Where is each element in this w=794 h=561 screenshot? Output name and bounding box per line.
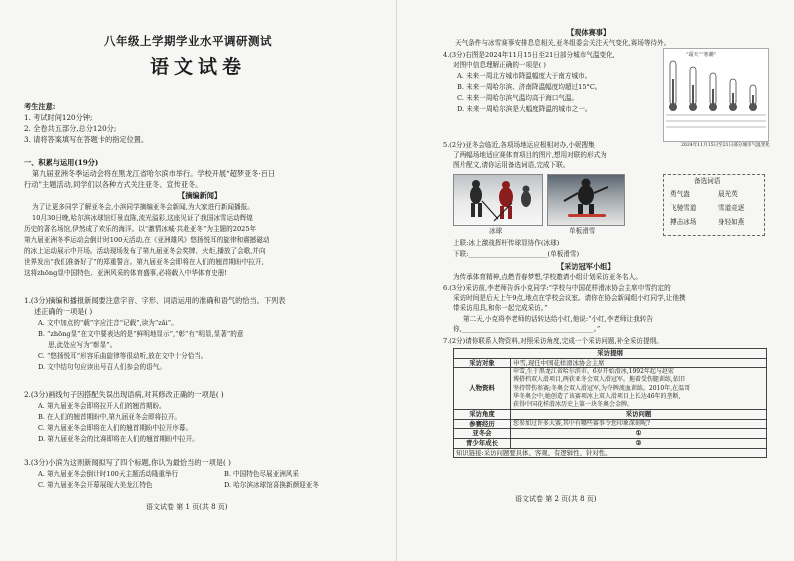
word-box-title: 备选词语 xyxy=(694,177,721,185)
target-label: 采访对象 xyxy=(454,358,511,368)
page-1-footer: 语文试卷 第 1 页(共 8 页) xyxy=(146,503,228,511)
chart-caption: 2024年11月15日至21日部分城市气温变化 xyxy=(681,143,770,148)
word-option: 身轻如燕 xyxy=(718,218,745,226)
photo-label-snowboard: 单板滑雪 xyxy=(569,227,596,235)
table-title: 采访提纲 xyxy=(454,349,767,359)
subject-title: 语文试卷 xyxy=(150,56,247,78)
q6-stem: 第二天,小克将李老师的话转达给小红,他说:“小红,李老师让我转告 xyxy=(463,315,653,323)
q3-stem: 3.(3分)小滨为这则新闻拟写了四个标题,你认为最恰当的一项是( ) xyxy=(24,458,231,467)
news-line: 的冰上运动展示中开场。活动现场发布了第九届亚冬会奖牌、火炬,播放了会歌,并向 xyxy=(24,247,266,255)
q7-stem: 7.(2分)请你联系人物资料,对照采访角度,完成一个采访问题,补全采访提纲。 xyxy=(443,337,663,345)
word-option: 飞驰雪道 xyxy=(670,204,697,212)
notice-2: 2. 全卷共五部分,总分120分; xyxy=(24,124,117,133)
subhead-news: 【摘编新闻】 xyxy=(178,191,222,200)
thermometer-icons xyxy=(664,49,768,141)
knowledge-link: 知识链接:采访问题要具体、客观、有逻辑性、针对性。 xyxy=(454,448,767,458)
q1-option-a: A. 文中加点的“载”字应注音“记载”,读为“zǎi”。 xyxy=(38,319,178,327)
weather-intro: 天气条件与冰雪赛事安排息息相关,亚冬组委会关注天气变化,赛场等待外。 xyxy=(455,39,671,47)
q3-option-c: C. 第九届亚冬会开幕展现大美龙江特色 xyxy=(38,481,153,489)
subhead-weather: 【观体赛事】 xyxy=(567,28,611,37)
q6-stem: 带采访用具,和你一起完成采访。” xyxy=(453,304,548,312)
photo-label-hockey: 冰球 xyxy=(489,227,503,235)
intro-line: 第九届亚洲冬季运动会将在黑龙江省哈尔滨市举行。学校开展“超梦亚冬·百日 xyxy=(32,169,276,178)
q2-option-c: C. 第九届亚冬会即将在人们的翘首期盼中拉开序幕。 xyxy=(38,424,193,432)
couplet-lower[interactable]: 下联:________________________(单板滑雪) xyxy=(453,250,580,258)
q4-option-b: B. 未来一周哈尔滨、济南降温幅度均超过15°C。 xyxy=(457,83,602,91)
exam-title: 八年级上学期学业水平调研测试 xyxy=(104,34,272,48)
q4-stem: 4.(3分)右图是2024年11月15日至21日部分城市气温变化, xyxy=(443,51,615,59)
question-blank[interactable]: ① xyxy=(511,429,767,439)
word-option: 晨光英 xyxy=(718,190,738,198)
q2-option-b: B. 在人们的翘首期盼中,第九届亚冬会即将拉开。 xyxy=(38,413,182,421)
q1-option-d: D. 文中结句句应读出号召人们参会的语气。 xyxy=(38,363,166,371)
chart-tag: “霜天”“寒潮” xyxy=(686,52,717,58)
profile-line: 博搭档双人滑项目,两获亚冬会双人滑冠军。拖着受伤腿训练,依旧 xyxy=(513,376,685,384)
q1-option-c: C. “悠扬悦耳”形容乐曲旋律等很动听,放在文中十分恰当。 xyxy=(38,352,208,360)
profile-line: 坚持带伤参赛;冬奥会双人滑冠军,为夺牌流血训练。2010年,在温哥 xyxy=(513,384,691,392)
q2-stem: 2.(3分)画线句子因搭配失误出现语病,对其修改正确的一项是( ) xyxy=(24,390,224,399)
q3-option-b: B. 中国特色尽展亚洲风采 xyxy=(224,470,299,478)
q2-option-d: D. 第九届亚冬会的比赛即将在人们的翘首期盼中拉开。 xyxy=(38,435,199,443)
notice-header: 考生注意: xyxy=(24,102,56,111)
news-line: 为了让更多同学了解亚冬会,小滨同学摘编亚冬会新闻,为大家进行新闻播报。 xyxy=(32,203,254,211)
snowboarder-figure xyxy=(548,175,624,225)
angle-cell: 青少年成长 xyxy=(454,438,511,448)
q6-stem: 6.(3分)采访前,李老师告诉小克同学:“学校与中国花样滑冰协会主席申雪约定的 xyxy=(443,284,671,292)
q3-option-a: A. 第九届亚冬会倒计时100天主题活动隆重举行 xyxy=(38,470,179,478)
q4-option-a: A. 未来一周北方城市降温幅度大于南方城市。 xyxy=(457,72,592,80)
profile-label: 人物资料 xyxy=(454,368,511,410)
profile-line: 获得中国花样滑冰历史上第一块冬奥会金牌。 xyxy=(513,401,634,408)
q3-option-d: D. 哈尔滨冰球馆喜换新颜迎亚冬 xyxy=(224,481,319,489)
interview-intro: 为传承体育精神,点燃青春梦想,学校邀请小组计划采访亚冬名人。 xyxy=(453,273,642,281)
subhead-interview: 【采访冠军小组】 xyxy=(557,262,615,271)
couplet-upper: 上联:冰上激战挥杆传球显协作(冰球) xyxy=(453,239,560,247)
angle-cell: 参赛经历 xyxy=(454,419,511,429)
word-option: 勇气盎 xyxy=(670,190,690,198)
question-blank[interactable]: ② xyxy=(511,438,767,448)
q6-answer-line[interactable]: 你,________________________________________。” xyxy=(453,325,601,333)
news-line-underlined: 世界发出“我们准备好了”的郑重誓言。第九届亚冬会即将在人们的翘首期盼中拉开, xyxy=(24,258,264,266)
q6-stem: 采访时间是后天上午9点,地点在学校会议室。请你在协会新闻组小红同学,让他携 xyxy=(453,294,686,302)
news-line: 历史的著名场馆,伊然成了欢乐的海洋。以“激情冰城·共赴亚冬”为主题的2025年 xyxy=(24,225,257,233)
profile-line: 华冬奥会中,她创造了该赛项冰上双人滑项目上长达46年的垄断, xyxy=(513,392,681,400)
angle-cell: 亚冬会 xyxy=(454,429,511,439)
word-box xyxy=(663,174,765,236)
q4-option-d: D. 未来一周哈尔滨是大幅度降温的城市之一。 xyxy=(457,105,592,113)
news-line: 这将zhōng显中国特色、亚洲风采的体育盛事,必将载入中华体育史册! xyxy=(24,269,227,277)
hockey-players-figure xyxy=(454,175,542,225)
notice-3: 3. 请将答案填写在答题卡的指定位置。 xyxy=(24,135,149,144)
profile-line: 申雪,生于黑龙江省哈尔滨市。6岁开始滑冰,1992年起与赵宏 xyxy=(513,368,674,376)
news-line: 第九届亚洲冬季运动会倒计时100天活动,在《亚洲雄风》悠扬悦耳的旋律和震撼磁动 xyxy=(24,236,270,244)
q5-stem: 了两幅场地适应赛体育项目的图片,想用对联的形式为 xyxy=(453,151,607,159)
angle-header: 采访角度 xyxy=(454,410,511,420)
profile-text xyxy=(511,368,767,410)
q4-stem: 对图中信息理解正确的一项是( ) xyxy=(453,61,546,69)
target-value: 申雪,现任中国花样滑冰协会主席 xyxy=(511,358,767,368)
snowboard-photo xyxy=(547,174,625,226)
q1-stem: 1.(3分)摘编和播报新闻要注意字音、字形、词语运用的准确和语气的恰当。下列表 xyxy=(24,296,286,305)
notice-1: 1. 考试时间120分钟; xyxy=(24,113,93,122)
q5-stem: 图片配文,请你运用备选词语,完成下联。 xyxy=(453,161,570,169)
q1-option-b: B. “zhōng显”在文中要表达的是“鲜明地显示”,“彰”有“明显,显著”的意 xyxy=(38,330,244,338)
word-option: 搏击冰场 xyxy=(670,218,697,226)
q5-stem: 5.(2分)亚冬会临近,各项场地运应根相对办,小妮搜集 xyxy=(443,141,595,149)
q1-option-b-cont: 思,此处应写为“彰显”。 xyxy=(48,341,117,349)
news-line: 10月30日晚,哈尔滨冰球馆灯景直陈,流光溢彩,这座见证了我国冰雪运动辉煌 xyxy=(32,214,253,222)
word-option: 雪道竞逐 xyxy=(718,204,745,212)
intro-line: 行动”主题活动,同学们以各种方式关注亚冬、宣传亚冬。 xyxy=(24,180,203,189)
interview-outline-table xyxy=(453,348,767,458)
question-cell: 您参加过许多大赛,其中有哪些赛事令您印象深刻呢? xyxy=(511,419,767,429)
page-2 xyxy=(397,0,794,561)
q1-stem: 述正确的一项是( ) xyxy=(34,307,93,316)
ice-hockey-photo xyxy=(453,174,543,226)
temperature-infographic xyxy=(663,48,769,142)
q2-option-a: A. 第九届亚冬会即将拉开人们的翘首期盼。 xyxy=(38,402,166,410)
section-1-header: 一、积累与运用(19分) xyxy=(24,158,99,167)
q4-option-c: C. 未来一周哈尔滨气温均高于海口气温。 xyxy=(457,94,579,102)
question-header: 采访问题 xyxy=(511,410,767,420)
page-2-footer: 语文试卷 第 2 页(共 8 页) xyxy=(515,495,597,503)
